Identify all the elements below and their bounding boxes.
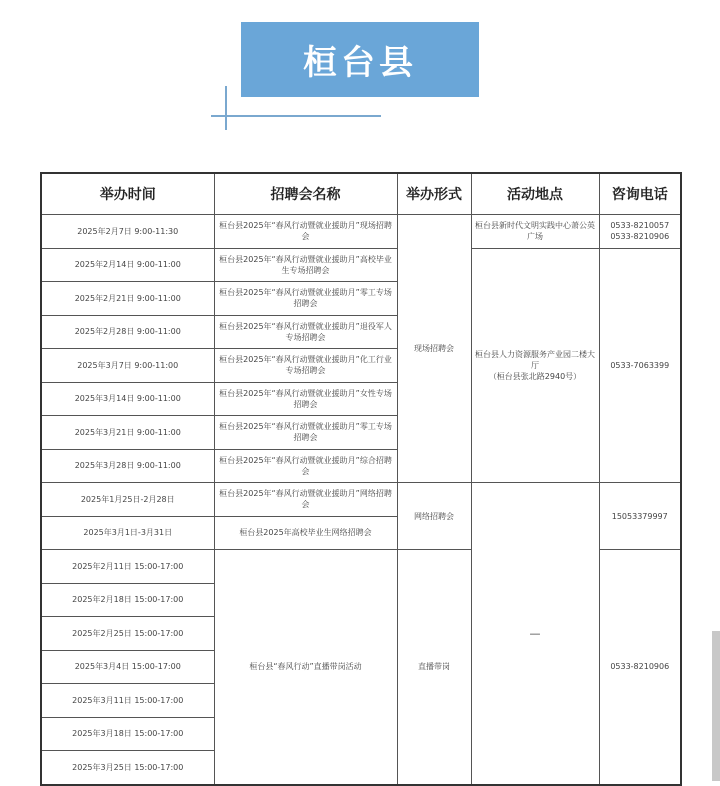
location-cell-none: — <box>471 483 599 785</box>
phone-cell-online: 15053379997 <box>599 483 681 550</box>
time-cell: 2025年3月21日 9:00-11:00 <box>41 416 214 450</box>
time-cell: 2025年3月18日 15:00-17:00 <box>41 717 214 751</box>
time-cell: 2025年2月11日 15:00-17:00 <box>41 550 214 584</box>
time-cell: 2025年3月7日 9:00-11:00 <box>41 349 214 383</box>
table-row <box>41 483 681 517</box>
location-cell-hr-center: 桓台县人力资源服务产业园二楼大厅 （桓台县张北路2940号） <box>471 248 599 483</box>
time-cell: 2025年3月1日-3月31日 <box>41 516 214 550</box>
header-time: 举办时间 <box>41 173 214 215</box>
header-form: 举办形式 <box>397 173 471 215</box>
time-cell: 2025年3月25日 15:00-17:00 <box>41 751 214 785</box>
time-cell: 2025年2月14日 9:00-11:00 <box>41 248 214 282</box>
job-fair-schedule-table <box>40 172 682 786</box>
title-banner <box>241 22 479 97</box>
fair-name-cell: 桓台县2025年“春风行动暨就业援助月”化工行业专场招聘会 <box>214 349 397 383</box>
scrollbar[interactable] <box>712 631 720 781</box>
phone-cell-hr-center: 0533-7063399 <box>599 248 681 483</box>
time-cell: 2025年3月4日 15:00-17:00 <box>41 650 214 684</box>
location-cell-first: 桓台县新时代文明实践中心萧公英广场 <box>471 215 599 249</box>
form-cell-live: 直播带岗 <box>397 550 471 785</box>
fair-name-cell: 桓台县2025年“春风行动暨就业援助月”女性专场招聘会 <box>214 382 397 416</box>
fair-name-cell: 桓台县2025年“春风行动暨就业援助月”高校毕业生专场招聘会 <box>214 248 397 282</box>
fair-name-cell: 桓台县2025年高校毕业生网络招聘会 <box>214 516 397 550</box>
time-cell: 2025年1月25日-2月28日 <box>41 483 214 517</box>
table-header-row <box>41 173 681 215</box>
fair-name-cell-live: 桓台县“春风行动”直播带岗活动 <box>214 550 397 785</box>
fair-name-cell: 桓台县2025年“春风行动暨就业援助月”现场招聘会 <box>214 215 397 249</box>
time-cell: 2025年3月28日 9:00-11:00 <box>41 449 214 483</box>
table-row <box>41 215 681 249</box>
page-title: 桓台县 <box>303 43 417 83</box>
time-cell: 2025年3月11日 15:00-17:00 <box>41 684 214 718</box>
form-cell-online: 网络招聘会 <box>397 483 471 550</box>
table-row <box>41 248 681 282</box>
header-phone: 咨询电话 <box>599 173 681 215</box>
time-cell: 2025年3月14日 9:00-11:00 <box>41 382 214 416</box>
header-name: 招聘会名称 <box>214 173 397 215</box>
header-location: 活动地点 <box>471 173 599 215</box>
fair-name-cell: 桓台县2025年“春风行动暨就业援助月”零工专场招聘会 <box>214 282 397 316</box>
decorative-line-vertical <box>225 86 227 130</box>
time-cell: 2025年2月21日 9:00-11:00 <box>41 282 214 316</box>
form-cell-onsite: 现场招聘会 <box>397 215 471 483</box>
time-cell: 2025年2月28日 9:00-11:00 <box>41 315 214 349</box>
fair-name-cell: 桓台县2025年“春风行动暨就业援助月”综合招聘会 <box>214 449 397 483</box>
fair-name-cell: 桓台县2025年“春风行动暨就业援助月”网络招聘会 <box>214 483 397 517</box>
time-cell: 2025年2月18日 15:00-17:00 <box>41 583 214 617</box>
decorative-line-horizontal <box>211 115 381 117</box>
time-cell: 2025年2月25日 15:00-17:00 <box>41 617 214 651</box>
fair-name-cell: 桓台县2025年“春风行动暨就业援助月”零工专场招聘会 <box>214 416 397 450</box>
phone-cell-first: 0533-8210057 0533-8210906 <box>599 215 681 249</box>
fair-name-cell: 桓台县2025年“春风行动暨就业援助月”退役军人专场招聘会 <box>214 315 397 349</box>
phone-cell-live: 0533-8210906 <box>599 550 681 785</box>
time-cell: 2025年2月7日 9:00-11:30 <box>41 215 214 249</box>
